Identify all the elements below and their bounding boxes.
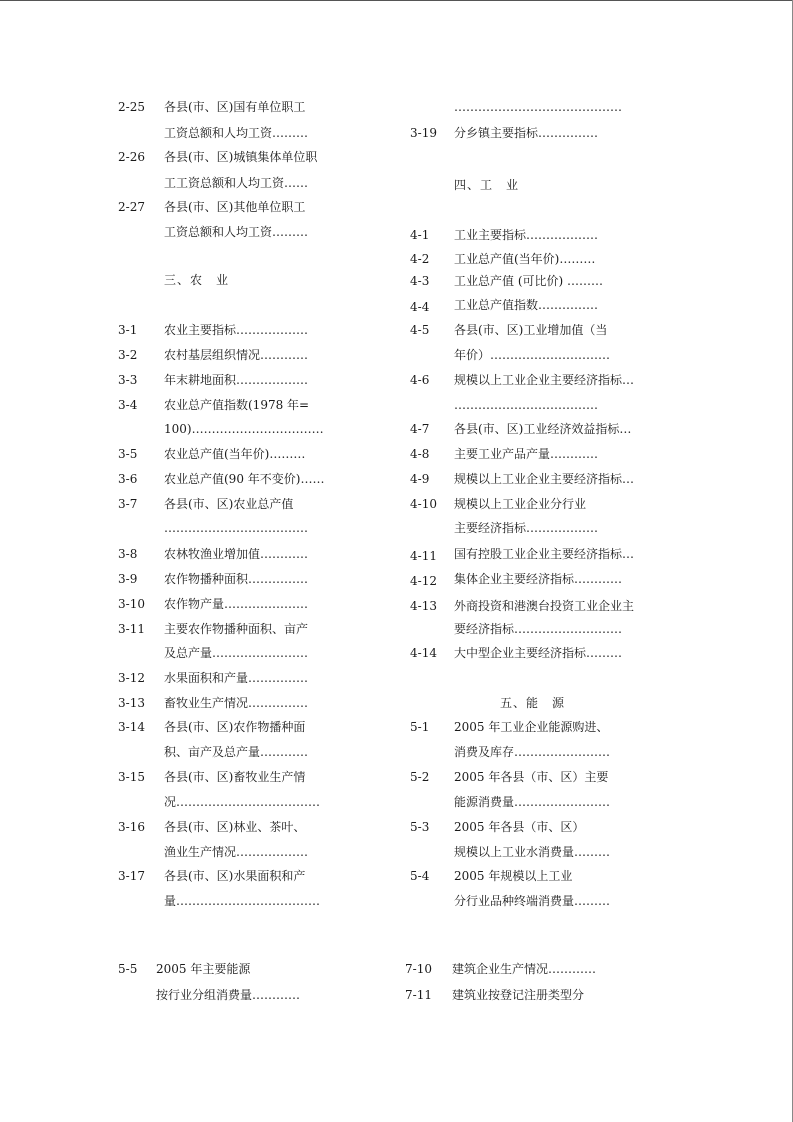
section-heading-agriculture: 三、农 业: [164, 273, 230, 287]
toc-entry-number: 3-8: [118, 547, 138, 561]
toc-entry-title: 工业主要指标………………: [454, 228, 599, 242]
toc-entry-title: 水果面积和产量……………: [164, 671, 309, 685]
toc-entry-title: 主要农作物播种面积、亩产: [164, 622, 309, 636]
toc-entry-title: 外商投资和港澳台投资工业企业主: [454, 599, 635, 613]
toc-entry-number: 3-9: [118, 572, 138, 586]
toc-entry-number: 4-13: [410, 599, 437, 613]
toc-entry-title: 各县(市、区)工业经济效益指标…: [454, 422, 632, 436]
toc-entry-title: 国有控股工业企业主要经济指标…: [454, 547, 635, 561]
toc-entry-title: 能源消费量……………………: [454, 795, 611, 809]
toc-entry-title: 规模以上工业企业主要经济指标…: [454, 472, 635, 486]
toc-entry-number: 4-7: [410, 422, 430, 436]
toc-entry-title: 农林牧渔业增加值…………: [164, 547, 309, 561]
toc-entry-number: 3-10: [118, 597, 145, 611]
toc-entry-title: 2005 年主要能源: [156, 962, 251, 976]
toc-entry-title: 各县(市、区)城镇集体单位职: [164, 150, 318, 164]
toc-entry-title: 农业总产值(当年价)………: [164, 447, 306, 461]
toc-entry-number: 3-19: [410, 126, 437, 140]
toc-entry-title: 农业主要指标………………: [164, 323, 309, 337]
toc-entry-title: 大中型企业主要经济指标………: [454, 646, 623, 660]
toc-entry-number: 4-4: [410, 300, 430, 314]
section-heading-energy: 五、能 源: [500, 696, 566, 710]
toc-entry-number: 5-2: [410, 770, 430, 784]
toc-entry-number: 5-4: [410, 869, 430, 883]
toc-entry-title: 农村基层组织情况…………: [164, 348, 309, 362]
toc-entry-title: 况………………………………: [164, 795, 321, 809]
toc-entry-title: 2005 年各县（市、区）: [454, 820, 585, 834]
toc-entry-number: 4-9: [410, 472, 430, 486]
toc-entry-number: 3-16: [118, 820, 145, 834]
toc-entry-number: 4-12: [410, 574, 437, 588]
toc-entry-number: 4-5: [410, 323, 430, 337]
toc-entry-title: ………………………………: [164, 521, 308, 535]
toc-entry-title: 分行业品种终端消费量………: [454, 894, 611, 908]
toc-entry-title: 工工资总额和人均工资……: [164, 176, 309, 190]
toc-entry-title: 积、亩产及总产量…………: [164, 745, 309, 759]
toc-entry-title: 2005 年各县（市、区）主要: [454, 770, 609, 784]
toc-entry-title: 各县(市、区)工业增加值（当: [454, 323, 608, 337]
toc-entry-number: 3-7: [118, 497, 138, 511]
toc-entry-title: 各县(市、区)农业总产值: [164, 497, 294, 511]
toc-entry-number: 4-6: [410, 373, 430, 387]
toc-entry-title: 及总产量……………………: [164, 646, 309, 660]
toc-entry-number: 3-4: [118, 398, 138, 412]
toc-entry-number: 7-10: [405, 962, 432, 976]
toc-entry-title: 年价）…………………………: [454, 348, 611, 362]
toc-continued-leader: ……………………………………: [454, 100, 622, 114]
toc-entry-title: 规模以上工业企业主要经济指标…: [454, 373, 635, 387]
toc-entry-title: 工资总额和人均工资………: [164, 225, 309, 239]
toc-entry-title: 建筑企业生产情况…………: [452, 962, 597, 976]
toc-entry-number: 4-1: [410, 228, 430, 242]
toc-entry-number: 3-3: [118, 373, 138, 387]
toc-entry-title: 分乡镇主要指标……………: [454, 126, 599, 140]
toc-entry-number: 3-11: [118, 622, 145, 636]
toc-entry-number: 3-17: [118, 869, 145, 883]
toc-entry-number: 2-26: [118, 150, 145, 164]
toc-entry-number: 3-13: [118, 696, 145, 710]
toc-entry-title: 工业总产值指数……………: [454, 298, 599, 312]
toc-entry-number: 2-27: [118, 200, 145, 214]
toc-entry-title: 主要工业产品产量…………: [454, 447, 599, 461]
toc-entry-number: 4-2: [410, 252, 430, 266]
toc-entry-title: 各县(市、区)水果面积和产: [164, 869, 306, 883]
toc-entry-title: 建筑业按登记注册类型分: [452, 988, 585, 1002]
toc-entry-number: 4-8: [410, 447, 430, 461]
toc-entry-number: 5-1: [410, 720, 430, 734]
toc-entry-title: 工业总产值 (可比价) ………: [454, 274, 603, 288]
toc-entry-number: 4-10: [410, 497, 437, 511]
toc-entry-title: 2005 年规模以上工业: [454, 869, 573, 883]
page-top-border: [0, 0, 793, 1]
toc-entry-title: 农作物播种面积……………: [164, 572, 309, 586]
toc-entry-title: 畜牧业生产情况……………: [164, 696, 309, 710]
toc-entry-number: 3-15: [118, 770, 145, 784]
toc-entry-title: 各县(市、区)农作物播种面: [164, 720, 306, 734]
toc-entry-title: 各县(市、区)畜牧业生产情: [164, 770, 306, 784]
toc-entry-title: 各县(市、区)林业、茶叶、: [164, 820, 306, 834]
toc-entry-number: 3-6: [118, 472, 138, 486]
toc-entry-title: 规模以上工业企业分行业: [454, 497, 587, 511]
toc-entry-title: 各县(市、区)国有单位职工: [164, 100, 306, 114]
toc-entry-title: 按行业分组消费量…………: [156, 988, 301, 1002]
toc-entry-title: 量………………………………: [164, 894, 321, 908]
toc-entry-title: 渔业生产情况………………: [164, 845, 309, 859]
toc-entry-number: 2-25: [118, 100, 145, 114]
toc-entry-title: 农业总产值指数(1978 年=: [164, 398, 310, 412]
toc-entry-number: 5-5: [118, 962, 138, 976]
toc-entry-title: 2005 年工业企业能源购进、: [454, 720, 609, 734]
toc-entry-number: 4-3: [410, 274, 430, 288]
toc-entry-number: 3-5: [118, 447, 138, 461]
toc-entry-title: 农作物产量…………………: [164, 597, 309, 611]
toc-entry-title: 工业总产值(当年价)………: [454, 252, 596, 266]
toc-entry-title: 各县(市、区)其他单位职工: [164, 200, 306, 214]
toc-entry-title: 100)……………………………: [164, 422, 324, 436]
toc-entry-title: 规模以上工业水消费量………: [454, 845, 611, 859]
toc-entry-number: 7-11: [405, 988, 432, 1002]
toc-entry-title: 农业总产值(90 年不变价)……: [164, 472, 325, 486]
toc-entry-title: 年末耕地面积………………: [164, 373, 309, 387]
toc-entry-number: 3-2: [118, 348, 138, 362]
toc-entry-title: 消费及库存……………………: [454, 745, 611, 759]
toc-entry-number: 3-1: [118, 323, 138, 337]
toc-entry-title: ………………………………: [454, 398, 598, 412]
toc-entry-number: 3-12: [118, 671, 145, 685]
toc-entry-title: 工资总额和人均工资………: [164, 126, 309, 140]
toc-entry-number: 5-3: [410, 820, 430, 834]
toc-entry-number: 4-11: [410, 549, 437, 563]
toc-entry-number: 3-14: [118, 720, 145, 734]
section-heading-industry: 四、工 业: [454, 178, 520, 192]
toc-entry-title: 集体企业主要经济指标…………: [454, 572, 623, 586]
toc-entry-title: 主要经济指标………………: [454, 521, 599, 535]
toc-entry-number: 4-14: [410, 646, 437, 660]
toc-entry-title: 要经济指标………………………: [454, 622, 623, 636]
